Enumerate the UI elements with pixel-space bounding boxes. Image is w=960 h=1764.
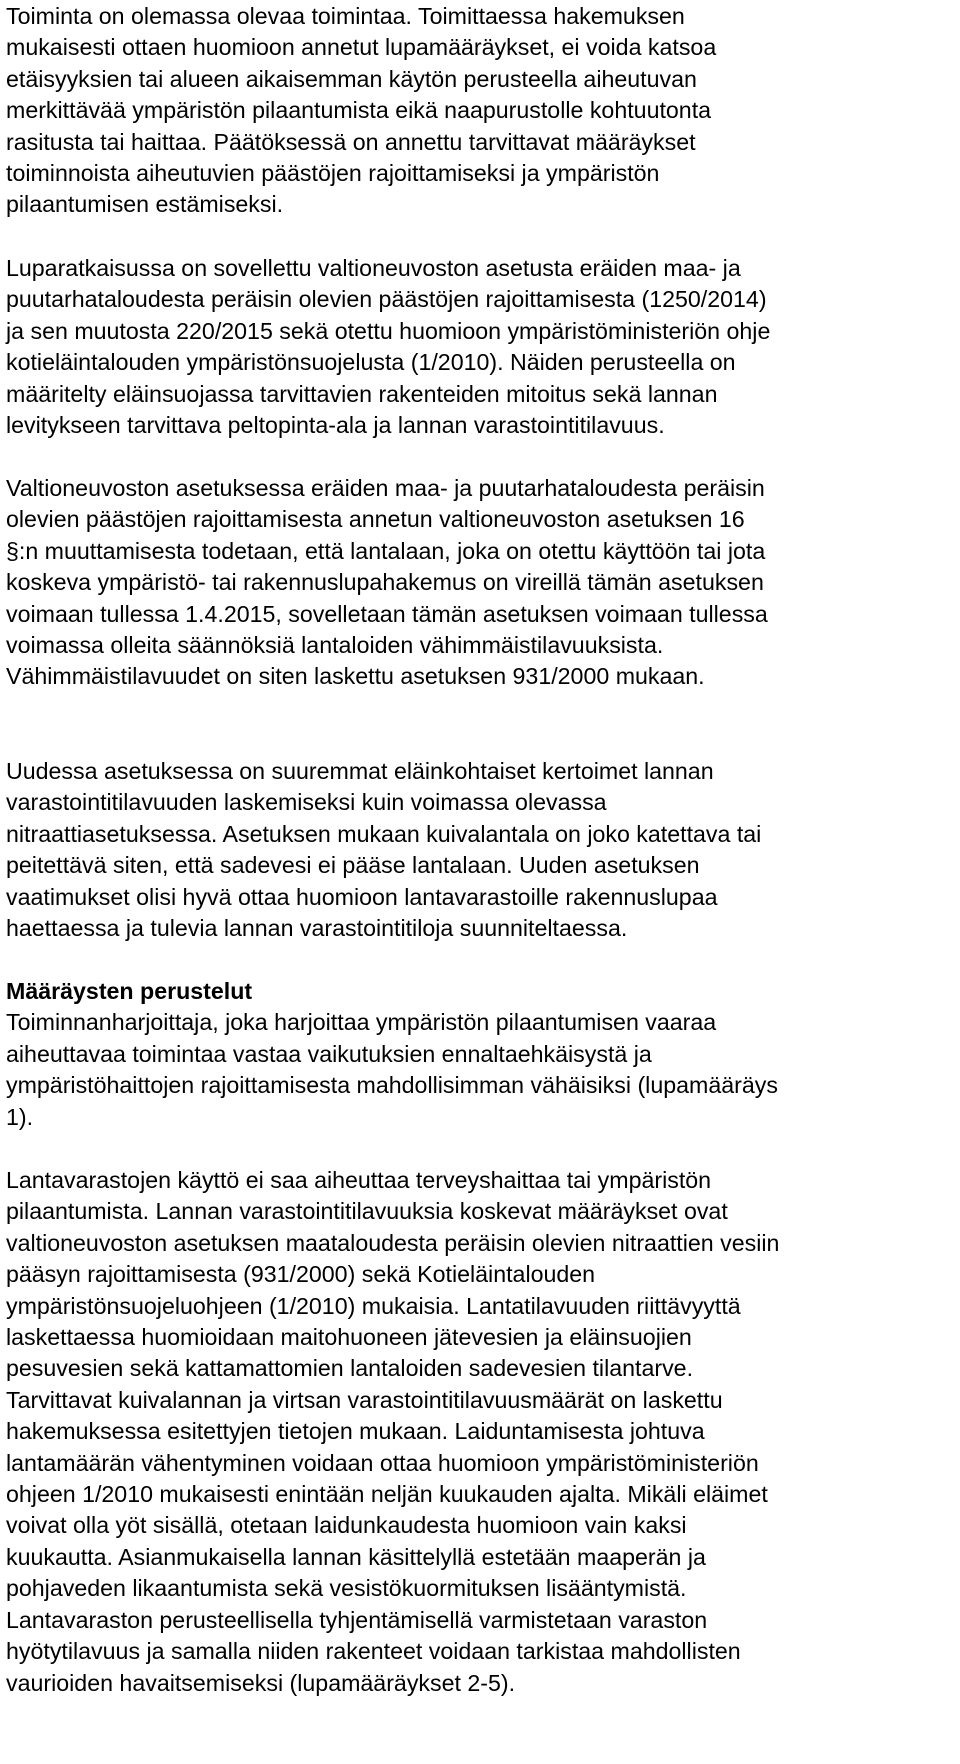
paragraph-4 [6,756,956,944]
text-line: pilaantumisen estämiseksi. [6,191,284,218]
text-line: valtioneuvoston asetuksen maataloudesta peräisin olevien nitraattien vesiin [6,1229,780,1256]
text-line: Tarvittavat kuivalannan ja virtsan varastointitilavuusmäärät on laskettu [6,1386,723,1413]
text-line: toiminnoista aiheutuvien päästöjen rajoittamiseksi ja ympäristön [6,160,660,187]
text-line: pääsyn rajoittamisesta (931/2000) sekä Kotieläintalouden [6,1261,596,1288]
text-line: ympäristöhaittojen rajoittamisesta mahdollisimman vähäisiksi (lupamääräys [6,1072,778,1099]
text-line: määritelty eläinsuojassa tarvittavien rakenteiden mitoitus sekä lannan [6,380,718,407]
text-line: etäisyyksien tai alueen aikaisemman käytön perusteella aiheutuvan [6,65,697,92]
text-line: varastointitilavuuden laskemiseksi kuin voimassa olevassa [6,789,607,816]
text-line: pohjaveden likaantumista sekä vesistökuormituksen lisääntymistä. [6,1575,687,1602]
text-line: laskettaessa huomioidaan maitohuoneen jätevesien ja eläinsuojien [6,1324,692,1351]
text-line: §:n muuttamisesta todetaan, että lantalaan, joka on otettu käyttöön tai jota [6,537,766,564]
text-line: vaurioiden havaitsemiseksi (lupamääräykset 2-5). [6,1669,516,1696]
text-line: Lantavaraston perusteellisella tyhjentämisellä varmistetaan varaston [6,1606,708,1633]
text-line: Toiminnanharjoittaja, joka harjoittaa ympäristön pilaantumisen vaaraa [6,1009,717,1036]
text-line: Valtioneuvoston asetuksessa eräiden maa- ja puutarhataloudesta peräisin [6,475,765,501]
section-maaraysten-perustelut [6,976,956,1133]
text-line: kuukautta. Asianmukaisella lannan käsittelyllä estetään maaperän ja [6,1543,706,1570]
text-line: rasitusta tai haittaa. Päätöksessä on annettu tarvittavat määräykset [6,128,696,155]
text-line: aiheuttavaa toimintaa vastaa vaikutuksien ennaltaehkäisystä ja [6,1040,652,1067]
text-line: Lantavarastojen käyttö ei saa aiheuttaa terveyshaittaa tai ympäristön [6,1167,712,1193]
text-line: peitettävä siten, että sadevesi ei pääse lantalaan. Uuden asetuksen [6,852,700,879]
text-line: koskeva ympäristö- tai rakennuslupahakemus on vireillä tämän asetuksen [6,569,764,596]
paragraph-6 [6,1165,956,1699]
text-line: Vähimmäistilavuudet on siten laskettu asetuksen 931/2000 mukaan. [6,663,705,690]
text-line: Toiminta on olemassa olevaa toimintaa. Toimittaessa hakemuksen [6,3,685,29]
text-line: hakemuksessa esitettyjen tietojen mukaan. Laiduntamisesta johtuva [6,1418,705,1445]
text-line: merkittävää ympäristön pilaantumista eikä naapurustolle kohtuutonta [6,97,712,124]
section-heading: Määräysten perustelut [6,978,253,1004]
text-line: levitykseen tarvittava peltopinta-ala ja lannan varastointitilavuus. [6,412,665,439]
text-line: mukaisesti ottaen huomioon annetut lupamääräykset, ei voida katsoa [6,34,717,61]
text-line: haettaessa ja tulevia lannan varastointitiloja suunniteltaessa. [6,915,628,942]
text-line: vaatimukset olisi hyvä ottaa huomioon lantavarastoille rakennuslupaa [6,883,718,910]
text-line: puutarhataloudesta peräisin olevien päästöjen rajoittamisesta (1250/2014) [6,286,767,313]
text-line: ohjeen 1/2010 mukaisesti enintään neljän kuukauden ajalta. Mikäli eläimet [6,1481,768,1508]
text-line: pesuvesien sekä kattamattomien lantaloiden sadevesien tilantarve. [6,1355,694,1382]
paragraph-3 [6,473,956,693]
text-line: Luparatkaisussa on sovellettu valtioneuvoston asetusta eräiden maa- ja [6,255,741,281]
text-line: nitraattiasetuksessa. Asetuksen mukaan kuivalantala on joko katettava tai [6,820,762,847]
text-line: kotieläintalouden ympäristönsuojelusta (1/2010). Näiden perusteella on [6,349,736,376]
text-line: lantamäärän vähentyminen voidaan ottaa huomioon ympäristöministeriön [6,1449,759,1476]
text-line: olevien päästöjen rajoittamisesta annetun valtioneuvoston asetuksen 16 [6,506,745,533]
text-line: hyötytilavuus ja samalla niiden rakenteet voidaan tarkistaa mahdollisten [6,1638,741,1665]
text-line: voivat olla yöt sisällä, otetaan laidunkaudesta huomioon vain kaksi [6,1512,687,1539]
text-line: 1). [6,1103,34,1130]
paragraph-2 [6,253,956,441]
text-line: ja sen muutosta 220/2015 sekä otettu huomioon ympäristöministeriön ohje [6,317,771,344]
text-line: pilaantumista. Lannan varastointitilavuuksia koskevat määräykset ovat [6,1198,728,1225]
text-line: voimassa olleita säännöksiä lantaloiden vähimmäistilavuuksista. [6,632,664,659]
text-line: Uudessa asetuksessa on suuremmat eläinkohtaiset kertoimet lannan [6,758,714,784]
text-line: voimaan tullessa 1.4.2015, sovelletaan tämän asetuksen voimaan tullessa [6,600,768,627]
paragraph-1 [6,1,956,221]
text-line: ympäristönsuojeluohjeen (1/2010) mukaisia. Lantatilavuuden riittävyyttä [6,1292,741,1319]
